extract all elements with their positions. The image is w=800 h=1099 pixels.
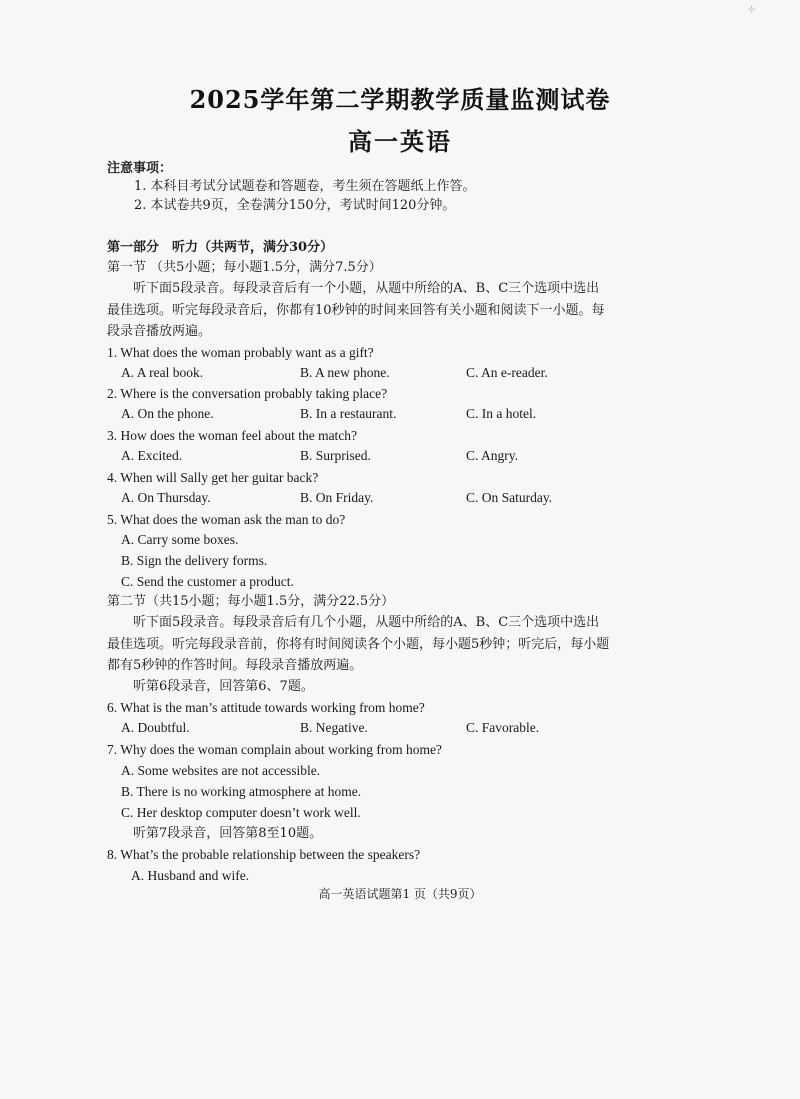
answer-option: B. On Friday. bbox=[300, 490, 374, 505]
answer-option: A. Doubtful. bbox=[121, 720, 190, 735]
answer-option: A. Carry some boxes. bbox=[121, 532, 239, 547]
answer-option: C. Angry. bbox=[466, 448, 519, 463]
corner-mark: ⊹ bbox=[748, 5, 756, 15]
section1-instruction: 听下面5段录音。每段录音后有一个小题，从题中所给的A、B、C三个选项中选出 bbox=[133, 281, 600, 296]
question-stem: 5. What does the woman ask the man to do? bbox=[107, 512, 346, 527]
answer-option: A. Excited. bbox=[121, 448, 183, 463]
section2-instruction: 最佳选项。听完每段录音前，你将有时间阅读各个小题，每小题5秒钟；听完后，每小题 bbox=[107, 637, 610, 652]
answer-option: C. Favorable. bbox=[466, 720, 540, 735]
question-stem: 1. What does the woman probably want as a gift? bbox=[107, 345, 374, 360]
answer-option: A. On Thursday. bbox=[121, 490, 211, 505]
page-footer: 高一英语试题第1 页（共9页） bbox=[318, 887, 482, 901]
notice-item: 1. 本科目考试分试题卷和答题卷，考生须在答题纸上作答。 bbox=[134, 179, 476, 194]
answer-option: C. Her desktop computer doesn’t work well. bbox=[121, 805, 361, 820]
answer-option: C. On Saturday. bbox=[466, 490, 553, 505]
section1-instruction: 最佳选项。听完每段录音后，你都有10秒钟的时间来回答有关小题和阅读下一小题。每 bbox=[107, 303, 605, 318]
section2-instruction: 都有5秒钟的作答时间。每段录音播放两遍。 bbox=[107, 658, 363, 673]
answer-option: B. Negative. bbox=[300, 720, 368, 735]
answer-option: B. Surprised. bbox=[300, 448, 371, 463]
answer-option: C. In a hotel. bbox=[466, 406, 537, 421]
answer-option: B. A new phone. bbox=[300, 365, 390, 380]
exam-subject: 高一英语 bbox=[348, 127, 452, 156]
exam-title: 2025学年第二学期教学质量监测试卷 bbox=[189, 85, 611, 114]
section1-instruction: 段录音播放两遍。 bbox=[107, 324, 212, 339]
question-stem: 2. Where is the conversation probably taking place? bbox=[107, 386, 388, 401]
answer-option: C. An e-reader. bbox=[466, 365, 548, 380]
question-stem: 7. Why does the woman complain about working from home? bbox=[107, 742, 442, 757]
answer-option: A. Husband and wife. bbox=[131, 868, 250, 883]
answer-option: A. Some websites are not accessible. bbox=[121, 763, 321, 778]
answer-option: B. In a restaurant. bbox=[300, 406, 397, 421]
audio-instruction: 听第6段录音，回答第6、7题。 bbox=[133, 679, 314, 694]
answer-option: A. A real book. bbox=[121, 365, 204, 380]
notice-heading: 注意事项： bbox=[107, 161, 173, 176]
section2-instruction: 听下面5段录音。每段录音后有几个小题，从题中所给的A、B、C三个选项中选出 bbox=[133, 615, 600, 630]
question-stem: 6. What is the man’s attitude towards working from home? bbox=[107, 700, 425, 715]
section2-heading: 第二节（共15小题；每小题1.5分，满分22.5分） bbox=[107, 594, 395, 609]
part1-heading: 第一部分 听力（共两节，满分30分） bbox=[107, 240, 334, 255]
audio-instruction: 听第7段录音，回答第8至10题。 bbox=[133, 826, 323, 841]
answer-option: C. Send the customer a product. bbox=[121, 574, 294, 589]
question-stem: 4. When will Sally get her guitar back? bbox=[107, 470, 319, 485]
question-stem: 3. How does the woman feel about the match? bbox=[107, 428, 358, 443]
section1-heading: 第一节 （共5小题；每小题1.5分，满分7.5分） bbox=[107, 260, 382, 275]
notice-item: 2. 本试卷共9页，全卷满分150分，考试时间120分钟。 bbox=[134, 198, 456, 213]
question-stem: 8. What’s the probable relationship between the speakers? bbox=[107, 847, 421, 862]
answer-option: B. There is no working atmosphere at home. bbox=[121, 784, 362, 799]
answer-option: A. On the phone. bbox=[121, 406, 214, 421]
answer-option: B. Sign the delivery forms. bbox=[121, 553, 268, 568]
